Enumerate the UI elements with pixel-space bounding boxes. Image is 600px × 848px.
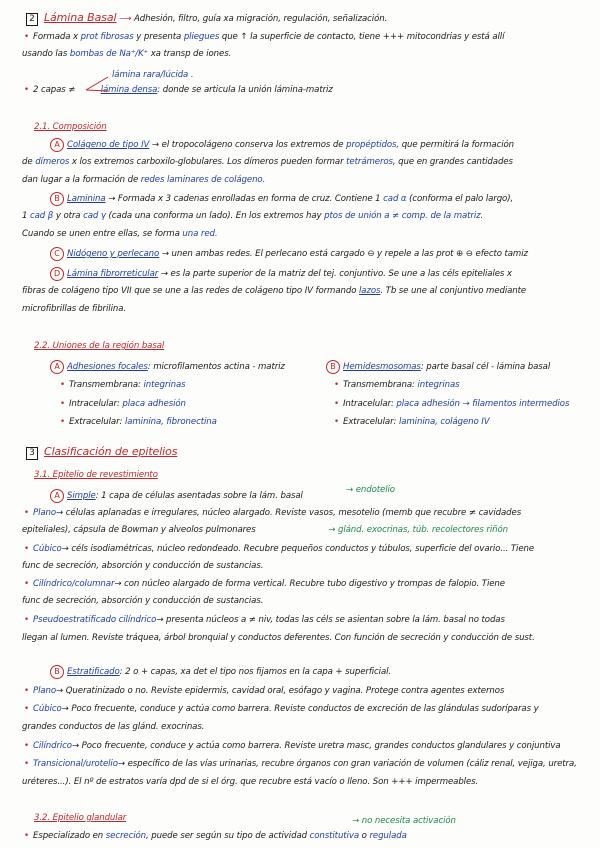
union-B-header: B Hemidesmosomas: parte basal cél - lámina basal [326,360,550,374]
union-B-item-3: • Extracelular: laminina, colágeno IV [334,417,490,427]
comp-A-line-1: A Colágeno de tipo IV → el tropocolágeno conserva los extremos de propéptidos, que permitirá la formación [50,138,514,152]
sub-2-1-title: 2.1. Composición [34,122,107,132]
comp-B-line-2: 1 cad β y otra cad γ (cada una conforma un lado). En los extremos hay ptos de unión a ≠ comp. de la matriz. [22,211,484,221]
lb-line-2: usando las bombas de Na⁺/K⁺ xa transp de iones. [22,49,232,59]
union-B-item-1: • Transmembrana: integrinas [334,380,460,390]
branch-arrow-svg [84,72,112,98]
comp-A-line-2: de dímeros x los extremos carboxilo-globulares. Los dímeros pueden formar tetrámeros, que en grandes cantidades [22,157,513,167]
transicional-line-1: • Transicional/urotelio→ específico de las vías urinarias, recubre órganos con gran variación de volumen (cáliz renal, vejiga, uretra, [24,759,577,769]
cilindrico-line-2: func de secreción, absorción y conducción de sustancias. [22,596,264,606]
section-3-heading [26,446,177,460]
capas-line: • 2 capas ≠ lámina densa: donde se articula la unión lámina-matriz [24,85,333,95]
sub-3-1-title: 3.1. Epitelio de revestimiento [34,470,158,480]
comp-D-line-1: D Lámina fibrorreticular → es la parte superior de la matriz del tej. conjuntivo. Se une a las céls epiteliales x [50,267,512,281]
capa-1: lámina rara/lúcida . [112,70,194,80]
section-title: Lámina Basal [44,11,117,24]
section-number-box: 2 [26,13,38,26]
comp-B-line-1: B Laminina → Formada x 3 cadenas enrolladas en forma de cruz. Contiene 1 cad α (conforma el palo largo), [50,192,513,206]
pseudo-line-1: • Pseudoestratificado cilíndrico→ presenta núcleos a ≠ niv, todas las céls se asientan sobre la lám. basal no todas [24,615,505,625]
union-A-header: A Adhesiones focales: microfilamentos actina - matriz [50,360,285,374]
comp-A-line-3: dan lugar a la formación de redes laminares de colágeno. [22,175,266,185]
comp-C-line-1: C Nidógeno y perlecano → unen ambas redes. El perlecano está cargado ⊖ y repele a las prot ⊕ ⊖ efecto tamiz [50,247,528,261]
cubico-line-2: func de secreción, absorción y conducción de sustancias. [22,561,264,571]
section-desc: Adhesión, filtro, guía xa migración, regulación, señalización. [133,14,388,24]
section-title: Clasificación de epitelios [44,445,178,458]
union-A-item-1: • Transmembrana: integrinas [60,380,186,390]
section-2-heading [26,12,387,26]
simple-header: A Simple: 1 capa de células asentadas sobre la lám. basal [50,489,303,503]
cilindrico-line-1: • Cilíndrico/columnar→ con núcleo alargado de forma vertical. Recubre tubo digestivo y trompas de falopio. Tiene [24,579,505,589]
sub-2-2-title: 2.2. Uniones de la región basal [34,341,165,351]
plano-line-2: epiteliales), cápsula de Bowman y alveolos pulmonares → glánd. exocrinas, túb. recolectores riñón [22,525,508,535]
sub-3-2-title: 3.2. Epitelio glandular [34,813,127,823]
lb-line-1: • Formada x prot fibrosas y presenta pliegues que ↑ la superficie de contacto, tiene +++ mitocondrias y está allí [24,32,505,42]
e-plano-line: • Plano→ Queratinizado o no. Reviste epidermis, cavidad oral, esófago y vagina. Protege contra agentes externos [24,686,505,696]
cubico-line-1: • Cúbico→ céls isodiamétricas, núcleo redondeado. Recubre pequeños conductos y túbulos, superficie del ovario... Tiene [24,544,535,554]
comp-B-line-3: Cuando se unen entre ellas, se forma una red. [22,229,218,239]
pseudo-line-2: llegan al lumen. Reviste tráquea, árbol bronquial y conductos deferentes. Con función de secreción y conducción de sust. [22,633,535,643]
no-activada-note: → no necesita activación [352,816,456,826]
comp-D-line-3: microfibrillas de fibrilina. [22,304,126,314]
union-B-item-2: • Intracelular: placa adhesión → filamentos intermedios [334,399,570,409]
estratificado-header: B Estratificado: 2 o + capas, xa det el tipo nos fijamos en la capa + superficial. [50,665,391,679]
e-cilindrico-line: • Cilíndrico→ Poco frecuente, conduce y actúa como barrera. Reviste uretra masc, grandes conductos glandulares y conjuntiva [24,741,561,751]
comp-D-line-2: fibras de colágeno tipo VII que se une a las redes de colágeno tipo IV formando lazos. Tb se une al conjuntivo mediante [22,286,527,296]
section-number-box: 3 [26,447,38,460]
e-cubico-line-2: grandes conductos de las glánd. exocrinas. [22,722,205,732]
union-A-item-2: • Intracelular: placa adhesión [60,399,186,409]
endotelio-note: → endotelio [346,485,395,495]
transicional-line-2: uréteres...). El nº de estratos varía dpd de si el órg. que recubre está vacío o lleno. Son +++ impermeables. [22,777,479,787]
plano-line-1: • Plano→ células aplanadas e irregulares, núcleo alargado. Reviste vasos, mesotelio (memb que recubre ≠ cavidades [24,508,522,518]
e-cubico-line-1: • Cúbico→ Poco frecuente, conduce y actúa como barrera. Reviste conductos de excreción de las glándulas sudoríparas y [24,704,539,714]
arrow-icon: ⟶ [119,14,132,24]
union-A-item-3: • Extracelular: laminina, fibronectina [60,417,217,427]
glandular-line: • Especializado en secreción, puede ser según su tipo de actividad constitutiva o regulada [24,831,407,841]
